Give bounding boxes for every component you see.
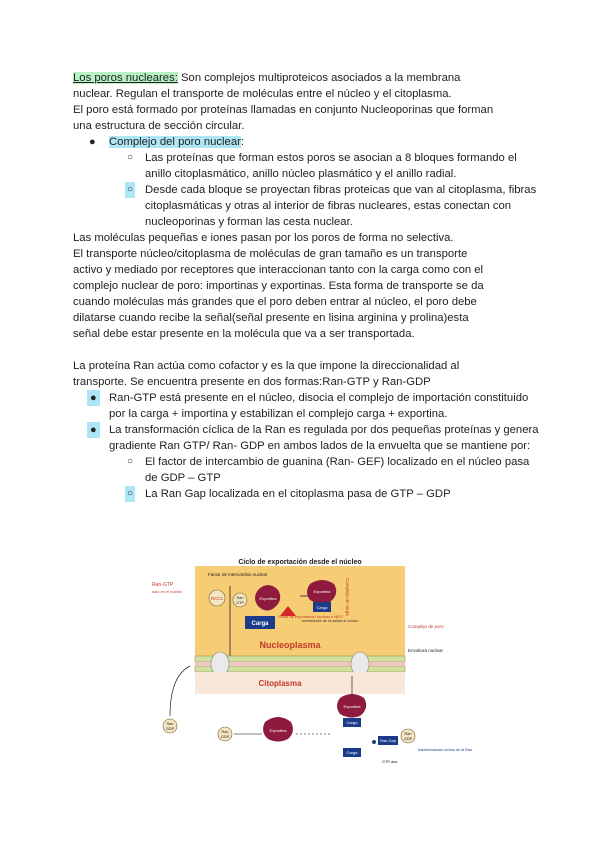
gef-label: Factor de intercambio nuclear xyxy=(208,572,268,577)
citoplasma-label: Citoplasma xyxy=(258,679,302,688)
ran-bullet-2-text: La transformación cíclica de la Ran es regulada por dos pequeñas proteínas y genera gradiente Ran GTP/ Ran- GDP en ambos lados de la envuelta que se mantiene por: xyxy=(109,424,539,452)
nucleoplasma-label: Nucleoplasma xyxy=(259,640,321,650)
intro-line-2: nuclear. Regulan el transporte de moléculas entre el núcleo y el citoplasma. xyxy=(73,88,452,100)
ran-gdp-left-gdp: GDP xyxy=(165,727,175,731)
figure-title: Ciclo de exportación desde el núcleo xyxy=(238,559,362,566)
ran-gtp-label: Ran-GTP xyxy=(152,582,174,588)
transformacion-label: transformación cíclica de la Ran xyxy=(418,748,473,752)
ran-sub-2-text: La Ran Gap localizada en el citoplasma pasa de GTP – GDP xyxy=(145,488,451,500)
ran-line-1: La proteína Ran actúa como cofactor y es la que impone la direccionalidad al xyxy=(73,360,460,372)
ran-line-2: transporte. Se encuentra presente en dos formas:Ran-GTP y Ran-GDP xyxy=(73,376,431,388)
para2-line-6: dilatarse cuando recibe la señal(señal presente en lisina arginina y prolina)esta xyxy=(73,312,469,324)
bullet-dot-icon: ● xyxy=(87,390,100,406)
circle-bullet-icon: ○ xyxy=(125,486,135,502)
complex-label: Complejo del poro nuclear xyxy=(109,136,241,148)
ran-gap-label: Ran Gap xyxy=(379,738,397,743)
circle-bullet-icon: ○ xyxy=(127,152,134,163)
ran-gdp-mid-ran: Ran xyxy=(221,730,229,734)
document-body xyxy=(73,70,543,502)
exportina-release-label: Exportina xyxy=(343,704,361,709)
envoltura-label: Envoltura nuclear xyxy=(408,648,444,653)
para2-line-7: señal debe estar presente en la molécula que va a ser transportada. xyxy=(73,328,415,340)
para2-line-1: Las moléculas pequeñas e iones pasan por los poros de forma no selectiva. xyxy=(73,232,454,244)
complex-colon: : xyxy=(240,136,245,148)
complejo-carga-label: Complejo de carga xyxy=(345,578,350,616)
complejo-poro-label: Complejo de poro xyxy=(408,624,444,629)
complex-bullet xyxy=(73,134,543,150)
ran-sub-2 xyxy=(73,486,543,502)
paragraph-gap xyxy=(73,342,543,358)
mediadores-label: mediadores de la salida al núcleo xyxy=(302,619,359,623)
para2-line-4: complejo nuclear de poro: importinas y exportinas. Esta forma de transporte se da xyxy=(73,280,484,292)
complex-sub-1 xyxy=(73,150,543,182)
carga-complex-label: Carga xyxy=(316,605,328,610)
gtpasa-label: GTP-asa xyxy=(382,760,398,764)
intro-line-1 xyxy=(73,70,543,86)
exportina-complex-label: Exportina xyxy=(313,589,331,594)
gtpase-dot-icon xyxy=(372,740,376,744)
complex-list xyxy=(73,134,543,230)
ran-bullet-2 xyxy=(73,422,543,454)
ran-gdp-right-ran: Ran xyxy=(404,732,412,736)
carga-label: Carga xyxy=(251,621,269,627)
export-cycle-diagram xyxy=(150,556,473,771)
ran-gdp-right-gdp: GDP xyxy=(403,737,413,741)
complex-sub-2 xyxy=(73,182,543,230)
para2-line-3: activo y mediado por receptores que interaccionan tanto con la carga como con el xyxy=(73,264,484,276)
ran-sub-1 xyxy=(73,454,543,486)
para2-line-5: cuando moléculas más grandes que el poro deben entrar al núcleo, el poro debe xyxy=(73,296,477,308)
ran-list xyxy=(73,390,543,502)
intro-line-3: El poro está formado por proteínas llamadas en conjunto Nucleoporinas que forman xyxy=(73,104,494,116)
export-cycle-figure xyxy=(150,556,473,771)
circle-bullet-icon: ○ xyxy=(125,182,135,198)
intro-label: Los poros nucleares: xyxy=(73,72,178,84)
circle-bullet-icon: ○ xyxy=(127,456,134,467)
bullet-dot-icon: ● xyxy=(87,422,100,438)
ran-node-label: Ran xyxy=(236,596,244,600)
ran-bullet-1 xyxy=(73,390,543,422)
nes-label: Señal de exportación nuclear o NES xyxy=(278,614,343,619)
carga-free-label: Carga xyxy=(346,750,358,755)
carga-release-label: Carga xyxy=(346,720,358,725)
ran-sub-1-text: El factor de intercambio de guanina (Ran- GEF) localizado en el núcleo pasa de GDP – GTP xyxy=(145,456,530,484)
exportina-cyto-label: Exportina xyxy=(269,728,287,733)
rcc1-label: RCC1 xyxy=(210,596,224,601)
complex-sub-1-text: Las proteínas que forman estos poros se asocian a 8 bloques formando el anillo citoplasmático, anillo núcleo plasmático y el anillo radial. xyxy=(145,152,517,180)
ran-gdp-mid-gdp: GDP xyxy=(220,735,230,739)
gtp-node-label: GTP xyxy=(236,601,244,605)
intro-line-4: una estructura de sección circular. xyxy=(73,120,245,132)
ran-gdp-left-ran: Ran xyxy=(166,722,174,726)
bullet-dot-icon: ● xyxy=(89,136,96,148)
intro-line-1-rest: Son complejos multiproteicos asociados a la membrana xyxy=(177,72,461,84)
exportina-nucleus-label: Exportina xyxy=(259,596,277,601)
ran-bullet-1-text: Ran-GTP está presente en el núcleo, disocia el complejo de importación constituido por la carga + importina y estabilizan el complejo carga + exportina. xyxy=(109,392,529,420)
cycle-arrow-left xyxy=(170,666,190,716)
ran-gtp-note: solo en el núcleo xyxy=(152,589,183,594)
complex-sub-2-text: Desde cada bloque se proyectan fibras proteicas que van al citoplasma, fibras citoplasmáticas y otras al interior de fibras nucleares, estas conectan con nucleoporinas y forman las cesta nuclear. xyxy=(145,184,537,228)
para2-line-2: El transporte núcleo/citoplasma de moléculas de gran tamaño es un transporte xyxy=(73,248,468,260)
